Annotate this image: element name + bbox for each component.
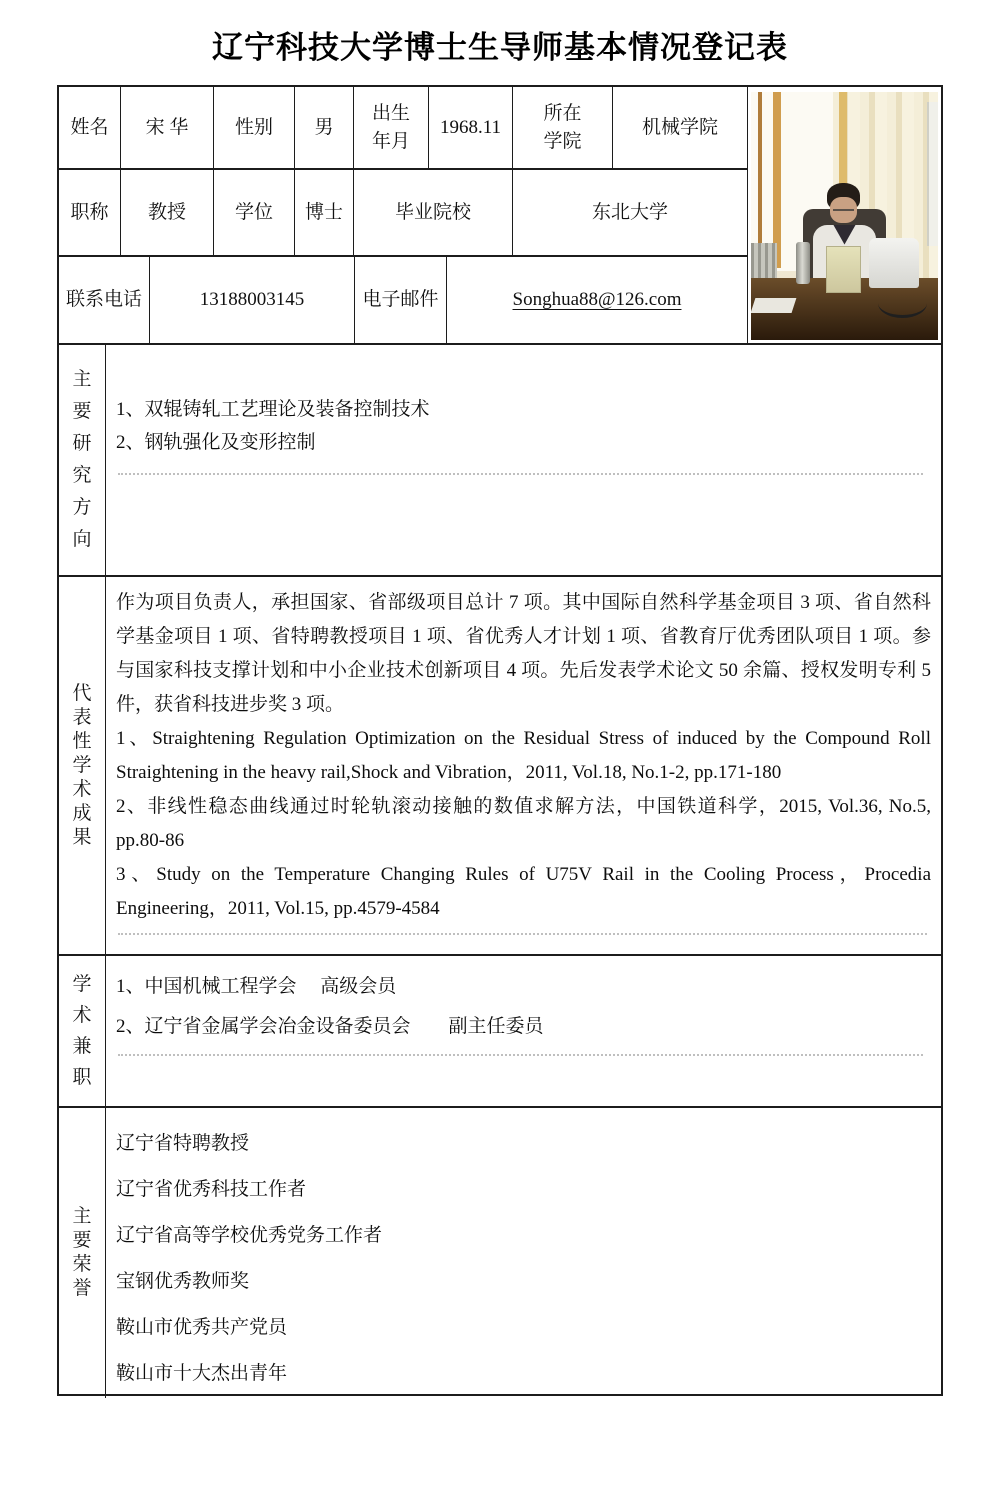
photo-wall-strip: [927, 102, 938, 246]
college-label: 所在学院: [513, 87, 613, 168]
birth-value: 1968.11: [429, 87, 513, 168]
email-label: 电子邮件: [355, 257, 447, 343]
honor-item: 宝钢优秀教师奖: [116, 1271, 250, 1292]
basic-info-block: [59, 87, 941, 343]
photo-window-bar: [758, 92, 762, 268]
academic-achievements-content: [106, 577, 941, 954]
info-row-2: [59, 170, 747, 257]
section-academic-achievements: [59, 575, 941, 954]
research-item: 2、钢轨强化及变形控制: [116, 432, 316, 453]
photo-cable: [878, 288, 927, 318]
academic-memberships-label: 学 术 兼 职: [72, 974, 92, 1088]
info-row-1: [59, 87, 747, 170]
name-label: 姓名: [59, 87, 121, 168]
prof-title-value: 教授: [121, 170, 214, 255]
research-directions-label: 主 要 研 究 方 向: [72, 369, 92, 550]
main-honors-content: [106, 1108, 941, 1398]
phone-label: 联系电话: [59, 257, 150, 343]
info-row-3: [59, 257, 747, 343]
alma-mater-label: 毕业院校: [354, 170, 513, 255]
photo-thermos: [796, 242, 810, 284]
basic-info-grid: [59, 87, 747, 343]
gender-value: 男: [295, 87, 354, 168]
photo-cell: [747, 87, 941, 343]
dotted-divider: [118, 473, 923, 475]
publication-item: 3、Study on the Temperature Changing Rules of U75V Rail in the Cooling Process，Procedia Engineering，2011, Vol.15, pp.4579-4584: [116, 864, 931, 919]
honor-item: 辽宁省特聘教授: [116, 1133, 250, 1154]
birth-label: 出生年月: [354, 87, 429, 168]
honor-item: 辽宁省优秀科技工作者: [116, 1179, 307, 1200]
degree-label: 学位: [214, 170, 295, 255]
publication-item: 2、非线性稳态曲线通过时轮轨滚动接触的数值求解方法，中国铁道科学，2015, Vol.36, No.5, pp.80-86: [116, 796, 931, 851]
supervisor-photo: [751, 92, 938, 340]
photo-printer: [869, 238, 919, 288]
section-academic-memberships: [59, 954, 941, 1106]
gender-label: 性别: [214, 87, 295, 168]
name-value: 宋 华: [121, 87, 214, 168]
college-value: 机械学院: [641, 116, 718, 138]
membership-item: 1、中国机械工程学会 高级会员: [116, 976, 397, 997]
email-cell: [447, 257, 747, 343]
photo-papers: [751, 298, 796, 313]
research-item: 1、双辊铸轧工艺理论及装备控制技术: [116, 399, 430, 420]
academic-memberships-content: [106, 956, 941, 1106]
prof-title-label: 职称: [59, 170, 121, 255]
photo-window-bar: [773, 92, 781, 268]
honor-item: 鞍山市十大杰出青年: [116, 1363, 288, 1384]
research-directions-content: [106, 345, 941, 575]
publication-item: 1、Straightening Regulation Optimization on the Residual Stress of induced by the Compound Roll Straightening in the heavy rail,Shock and Vibration，2011, Vol.18, No.1-2, pp.171-180: [116, 728, 931, 783]
dotted-divider: [118, 1054, 923, 1056]
membership-item: 2、辽宁省金属学会冶金设备委员会 副主任委员: [116, 1016, 544, 1037]
photo-person-glasses: [833, 209, 854, 211]
photo-box: [826, 246, 862, 293]
honor-item: 鞍山市优秀共产党员: [116, 1317, 288, 1338]
page-title: 辽宁科技大学博士生导师基本情况登记表: [212, 30, 788, 65]
section-main-honors: [59, 1106, 941, 1398]
dotted-divider: [118, 933, 927, 935]
main-honors-label: 主 要 荣 誉: [72, 1206, 92, 1299]
registration-table: [57, 85, 943, 1396]
section-research-directions: [59, 343, 941, 575]
alma-mater-value: 东北大学: [591, 201, 668, 223]
degree-value: 博士: [295, 170, 354, 255]
achievements-summary: 作为项目负责人，承担国家、省部级项目总计 7 项。其中国际自然科学基金项目 3 项、省自然科学基金项目 1 项、省特聘教授项目 1 项、省优秀人才计划 1 项、省教育厅优秀团队项目 1 项。参与国家科技支撑计划和中小企业技术创新项目 4 项。先后发表学术论文 50 余篇、授权发明专利 5 件，获省科技进步奖 3 项。: [116, 592, 931, 715]
email-value[interactable]: Songhua88@126.com: [512, 289, 682, 311]
academic-achievements-label: 代 表 性 学 术 成 果: [72, 682, 92, 848]
honor-item: 辽宁省高等学校优秀党务工作者: [116, 1225, 383, 1246]
phone-value: 13188003145: [150, 257, 355, 343]
